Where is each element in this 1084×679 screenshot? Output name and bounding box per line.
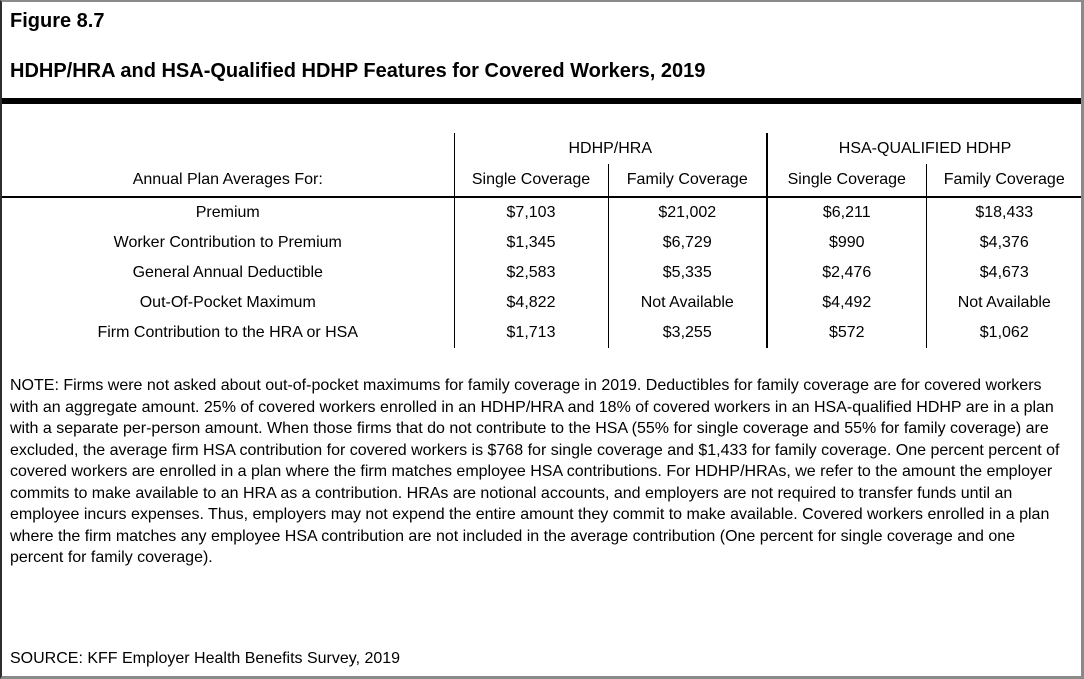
figure-number: Figure 8.7 [10, 10, 105, 32]
cell-value: $1,713 [454, 318, 608, 348]
cell-value: $3,255 [608, 318, 767, 348]
cell-value: $1,345 [454, 228, 608, 258]
figure-title: HDHP/HRA and HSA-Qualified HDHP Features for Covered Workers, 2019 [10, 60, 706, 82]
note-text: NOTE: Firms were not asked about out-of-pocket maximums for family coverage in 2019. Deductibles for family coverage are for covered workers with an aggregate amount. 25% of covered workers enrolled in an HDHP/HRA and 18% of covered workers in an HSA-qualified HDHP are in a plan with a separate per-person amount. When those firms that do not contribute to the HSA (55% for single coverage and 55% for family coverage) are excluded, the average firm HSA contribution for covered workers is $768 for single coverage and $1,433 for family coverage. One percent percent of covered workers are enrolled in a plan where the firm matches employee HSA contributions. For HDHP/HRAs, we refer to the amount the employer commits to make available to an HRA as a contribution. HRAs are notional accounts, and employers are not required to transfer funds until an employee incurs expenses. Thus, employers may not expend the entire amount they commit to make available. Covered workers enrolled in a plan where the firm matches any employee HSA contribution are not included in the average contribution (One percent for single coverage and one percent for family coverage). [10, 377, 1060, 566]
cell-value: $4,673 [926, 258, 1082, 288]
cell-value: $4,822 [454, 288, 608, 318]
table-row-out-of-pocket-maximum [2, 288, 1082, 318]
row-label: Out-Of-Pocket Maximum [139, 294, 316, 311]
cell-value: Not Available [608, 288, 767, 318]
cell-value: $4,376 [926, 228, 1082, 258]
cell-value: $990 [767, 228, 926, 258]
cell-value: $6,211 [767, 197, 926, 228]
cell-value: $6,729 [608, 228, 767, 258]
row-label: Worker Contribution to Premium [113, 234, 342, 251]
cell-value: $18,433 [926, 197, 1082, 228]
row-label: General Annual Deductible [132, 264, 323, 281]
row-label: Premium [195, 204, 260, 221]
column-header-hsa-single: Single Coverage [767, 164, 926, 197]
table-row-general-annual-deductible [2, 258, 1082, 288]
cell-value: $5,335 [608, 258, 767, 288]
column-header-hsa-family: Family Coverage [926, 164, 1082, 197]
cell-value: Not Available [926, 288, 1082, 318]
table-corner-cell [2, 133, 454, 164]
cell-value: $572 [767, 318, 926, 348]
table-header [2, 133, 1082, 197]
cell-value: $21,002 [608, 197, 767, 228]
source-text: SOURCE: KFF Employer Health Benefits Survey, 2019 [10, 650, 401, 667]
cell-value: $4,492 [767, 288, 926, 318]
column-header-hdhp-hra-single: Single Coverage [454, 164, 608, 197]
cell-value: $2,476 [767, 258, 926, 288]
group-header-row [2, 133, 1082, 164]
column-header-row [2, 164, 1082, 197]
cell-value: $1,062 [926, 318, 1082, 348]
table-row-premium [2, 197, 1082, 228]
row-header-label: Annual Plan Averages For: [2, 164, 454, 197]
row-label: Firm Contribution to the HRA or HSA [97, 324, 359, 341]
table-row-worker-contribution [2, 228, 1082, 258]
table-row-firm-contribution [2, 318, 1082, 348]
group-header-hdhp-hra: HDHP/HRA [454, 133, 767, 164]
group-header-hsa-qualified-hdhp: HSA-QUALIFIED HDHP [767, 133, 1082, 164]
column-header-hdhp-hra-family: Family Coverage [608, 164, 767, 197]
plan-averages-table [2, 133, 1082, 348]
cell-value: $2,583 [454, 258, 608, 288]
table-body [2, 197, 1082, 348]
title-divider [2, 98, 1081, 104]
cell-value: $7,103 [454, 197, 608, 228]
